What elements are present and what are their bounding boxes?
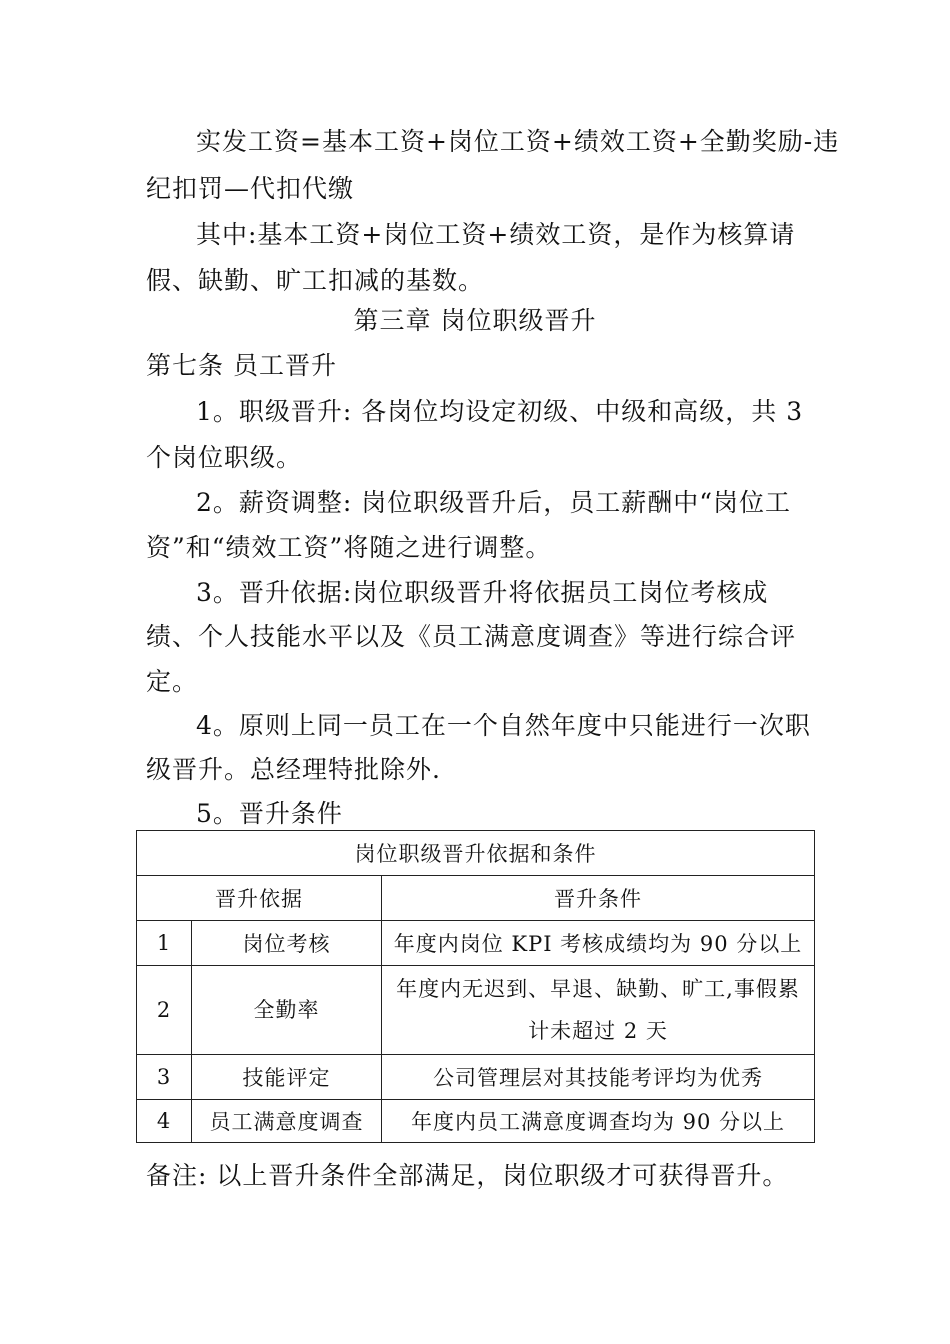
promotion-conditions-table xyxy=(136,830,815,1143)
header-condition: 晋升条件 xyxy=(382,876,815,921)
remark: 备注: 以上晋升条件全部满足，岗位职级才可获得晋升。 xyxy=(146,1161,789,1190)
item1-line-2: 个岗位职级。 xyxy=(146,443,303,472)
row-basis: 员工满意度调查 xyxy=(192,1100,382,1143)
row-condition: 公司管理层对其技能考评均为优秀 xyxy=(382,1055,815,1100)
item3-line-3: 定。 xyxy=(146,667,199,696)
row-basis: 技能评定 xyxy=(192,1055,382,1100)
row-number: 1 xyxy=(137,921,192,966)
item1-line-1: 1。职级晋升: 各岗位均设定初级、中级和高级，共 3 xyxy=(196,397,804,426)
row-number: 2 xyxy=(137,966,192,1055)
row-condition-line-2: 计未超过 2 天 xyxy=(528,1019,668,1043)
formula-line-2: 纪扣罚—代扣代缴 xyxy=(146,174,355,203)
table-row xyxy=(137,1055,815,1100)
table-row xyxy=(137,966,815,1055)
chapter-title: 第三章 岗位职级晋升 xyxy=(353,306,597,335)
table-header-row xyxy=(137,876,815,921)
table-title: 岗位职级晋升依据和条件 xyxy=(137,831,815,876)
row-number: 4 xyxy=(137,1100,192,1143)
table-row xyxy=(137,1100,815,1143)
table-title-row xyxy=(137,831,815,876)
note-line-2: 假、缺勤、旷工扣减的基数。 xyxy=(146,266,485,295)
item5-line-1: 5。晋升条件 xyxy=(196,799,343,828)
formula-line-1: 实发工资=基本工资+岗位工资+绩效工资+全勤奖励-违 xyxy=(196,127,840,156)
row-condition: 年度内岗位 KPI 考核成绩均为 90 分以上 xyxy=(382,921,815,966)
header-basis: 晋升依据 xyxy=(137,876,382,921)
row-basis: 全勤率 xyxy=(192,966,382,1055)
item2-line-1: 2。薪资调整: 岗位职级晋升后，员工薪酬中“岗位工 xyxy=(196,488,792,517)
item4-line-1: 4。原则上同一员工在一个自然年度中只能进行一次职 xyxy=(196,711,811,740)
row-number: 3 xyxy=(137,1055,192,1100)
row-condition xyxy=(382,966,815,1055)
row-basis: 岗位考核 xyxy=(192,921,382,966)
item4-line-2: 级晋升。总经理特批除外. xyxy=(146,755,441,784)
item2-line-2: 资”和“绩效工资”将随之进行调整。 xyxy=(146,533,552,562)
item3-line-1: 3。晋升依据:岗位职级晋升将依据员工岗位考核成 xyxy=(196,578,769,607)
note-line-1: 其中:基本工资+岗位工资+绩效工资，是作为核算请 xyxy=(196,220,796,249)
row-condition-line-1: 年度内无迟到、早退、缺勤、旷工,事假累 xyxy=(396,977,800,1001)
item3-line-2: 绩、个人技能水平以及《员工满意度调查》等进行综合评 xyxy=(146,622,797,651)
article-title: 第七条 员工晋升 xyxy=(146,351,337,380)
row-condition: 年度内员工满意度调查均为 90 分以上 xyxy=(382,1100,815,1143)
table-row xyxy=(137,921,815,966)
